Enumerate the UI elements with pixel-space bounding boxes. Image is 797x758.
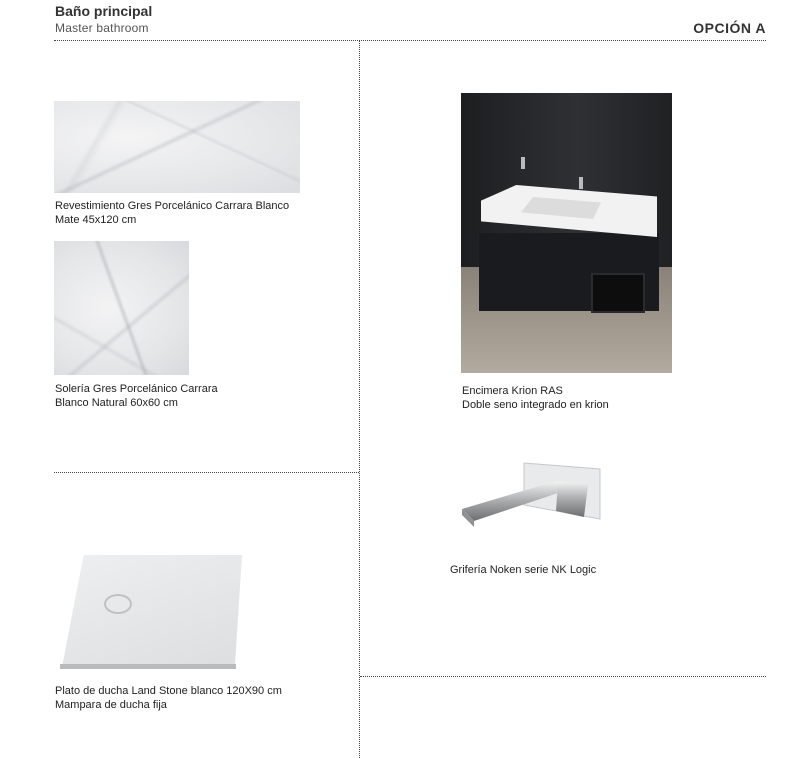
right-section-divider [360, 676, 766, 677]
photo-tap-right [579, 177, 583, 189]
floor-tile-caption [55, 382, 218, 410]
shower-drain [104, 594, 132, 614]
wall-tile-caption-line2: Mate 45x120 cm [55, 214, 137, 226]
header-divider [54, 40, 766, 41]
photo-shelf [591, 273, 645, 313]
page-subtitle: Master bathroom [55, 21, 149, 35]
faucet-caption-line1: Grifería Noken serie NK Logic [450, 564, 597, 576]
shower-caption-line2: Mampara de ducha fija [55, 699, 167, 711]
column-divider [359, 41, 360, 758]
countertop-photo [461, 93, 672, 373]
floor-tile-image [54, 241, 189, 375]
left-section-divider [54, 472, 359, 473]
wall-tile-caption [55, 199, 289, 227]
shower-caption [55, 684, 282, 712]
faucet-image [460, 461, 603, 527]
option-label: OPCIÓN A [693, 20, 766, 36]
countertop-caption-line2: Doble seno integrado en krion [462, 399, 609, 411]
countertop-caption-line1: Encimera Krion RAS [462, 385, 563, 397]
page-title: Baño principal [55, 3, 153, 19]
floor-tile-caption-line1: Solería Gres Porcelánico Carrara [55, 383, 218, 395]
countertop-caption [462, 384, 609, 412]
floor-tile-caption-line2: Blanco Natural 60x60 cm [55, 397, 178, 409]
shower-tray-image [62, 555, 242, 667]
faucet-caption [450, 563, 596, 577]
wall-tile-image [54, 101, 300, 193]
wall-tile-caption-line1: Revestimiento Gres Porcelánico Carrara Blanco [55, 200, 290, 212]
shower-tray-edge [60, 664, 236, 669]
photo-tap-left [521, 157, 525, 169]
shower-caption-line1: Plato de ducha Land Stone blanco 120X90 cm [55, 685, 282, 697]
